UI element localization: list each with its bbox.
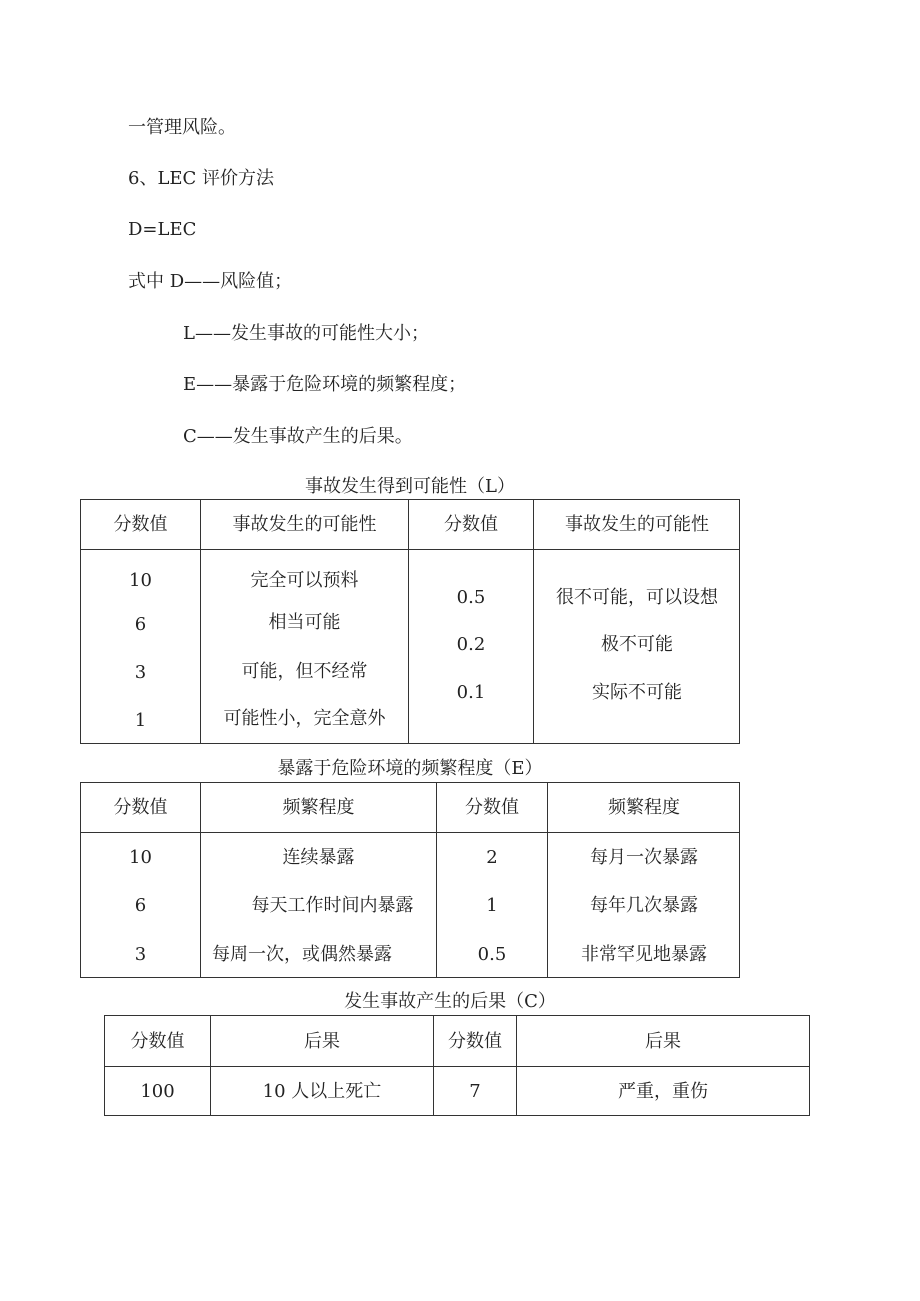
table-l-header-score: 分数值: [113, 514, 168, 535]
table-e-header-score: 分数值: [113, 797, 168, 818]
table-e-desc-right: 非常罕见地暴露: [581, 944, 707, 965]
definition-c: C——发生事故产生的后果。: [183, 426, 413, 447]
table-l-desc-right: 很不可能，可以设想: [556, 587, 718, 608]
table-c-desc-right: 严重，重伤: [618, 1081, 708, 1102]
table-c-score: 100: [140, 1081, 175, 1102]
table-c-title: 发生事故产生的后果（C）: [344, 991, 556, 1012]
table-l-score: 10: [129, 570, 152, 591]
table-e-desc-right: 每年几次暴露: [590, 895, 698, 916]
table-c: [104, 1015, 810, 1116]
table-l-desc: 完全可以预料: [250, 570, 359, 591]
table-e-header-frequency-2: 频繁程度: [608, 797, 680, 818]
table-e-header-frequency: 频繁程度: [282, 797, 355, 818]
table-l-score: 1: [134, 710, 147, 731]
table-c-score-right: 7: [469, 1081, 481, 1102]
table-c-desc: 10 人以上死亡: [262, 1081, 382, 1102]
table-e-score-right: 1: [486, 895, 498, 916]
table-e-score: 10: [129, 847, 152, 868]
table-c-header-score-2: 分数值: [448, 1031, 502, 1052]
table-c-header-consequence: 后果: [304, 1031, 340, 1052]
table-e-desc: 每天工作时间内暴露: [251, 895, 414, 916]
definition-d: 式中 D——风险值；: [128, 271, 293, 292]
section-title: 6、LEC 评价方法: [128, 168, 275, 189]
table-l-title: 事故发生得到可能性（L）: [305, 476, 515, 497]
table-e: [80, 782, 740, 978]
formula: D=LEC: [128, 219, 197, 240]
table-l-desc: 可能性小，完全意外: [223, 708, 386, 729]
table-l-score-right: 0.1: [456, 682, 486, 703]
definition-l: L——发生事故的可能性大小；: [183, 323, 429, 344]
table-e-score: 6: [134, 895, 147, 916]
table-e-desc: 连续暴露: [282, 847, 355, 868]
table-e-desc-right: 每月一次暴露: [590, 847, 698, 868]
table-e-score-right: 2: [486, 847, 498, 868]
table-l-desc: 相当可能: [268, 612, 341, 633]
table-e-desc: 每周一次，或偶然暴露: [212, 944, 392, 965]
table-e-header-score-2: 分数值: [465, 797, 519, 818]
table-l-score: 3: [134, 662, 147, 683]
table-l-desc: 可能，但不经常: [241, 661, 368, 682]
definition-e: E——暴露于危险环境的频繁程度；: [183, 374, 467, 395]
table-l-desc-right: 极不可能: [601, 634, 673, 655]
table-e-score: 3: [134, 944, 147, 965]
table-l-header-likelihood: 事故发生的可能性: [232, 514, 377, 535]
table-l-score-right: 0.5: [456, 587, 486, 608]
table-c-header-consequence-2: 后果: [645, 1031, 681, 1052]
table-l-score: 6: [134, 614, 147, 635]
table-l-header-likelihood-2: 事故发生的可能性: [565, 514, 709, 535]
table-l-score-right: 0.2: [456, 634, 486, 655]
table-l: [80, 499, 740, 744]
table-e-title: 暴露于危险环境的频繁程度（E）: [277, 758, 543, 779]
intro-line-1: 一管理风险。: [128, 117, 236, 138]
table-l-desc-right: 实际不可能: [592, 682, 682, 703]
table-e-score-right: 0.5: [477, 944, 507, 965]
table-l-header-score-2: 分数值: [444, 514, 498, 535]
table-c-header-score: 分数值: [130, 1031, 185, 1052]
